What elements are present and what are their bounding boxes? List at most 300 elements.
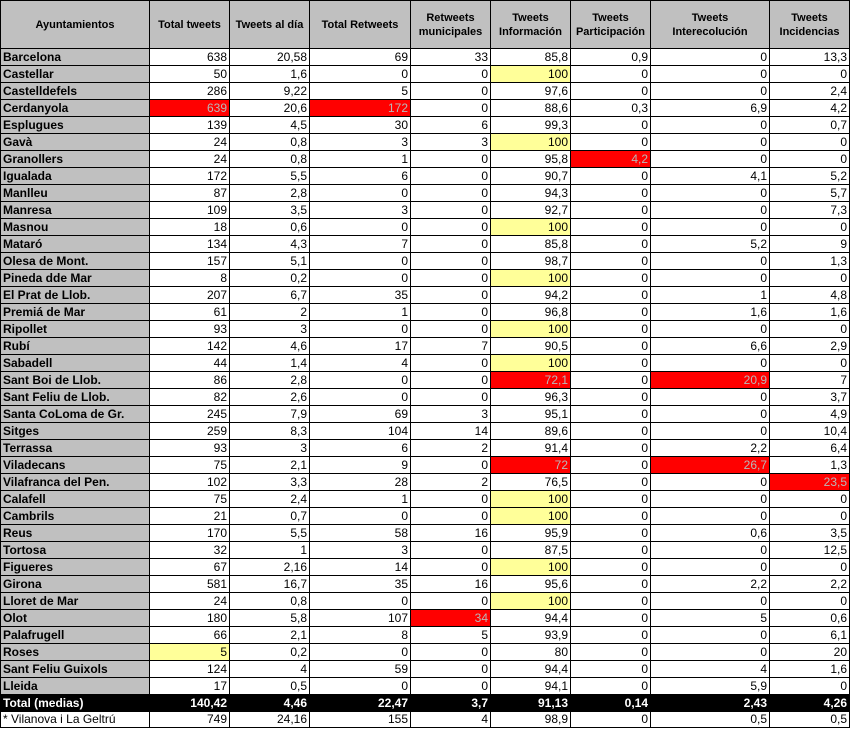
cell-tweets-interecolucion: 4,1 xyxy=(651,168,770,185)
cell-total-tweets: 180 xyxy=(150,610,230,627)
table-row xyxy=(1,610,850,627)
cell-total-tweets: 24 xyxy=(150,593,230,610)
cell-tweets-interecolucion: 0 xyxy=(651,134,770,151)
cell-municipality-name: Reus xyxy=(1,525,150,542)
cell-tweets-al-dia: 2,16 xyxy=(230,559,310,576)
cell-municipality-name: Sant Feliu Guixols xyxy=(1,661,150,678)
cell-total-retweets: 0 xyxy=(310,321,411,338)
cell-total-tweets: 24 xyxy=(150,134,230,151)
cell-tweets-al-dia: 1,4 xyxy=(230,355,310,372)
header-retweets-municipales: Retweets municipales xyxy=(411,1,491,49)
table-row xyxy=(1,134,850,151)
table-row xyxy=(1,474,850,491)
cell-tweets-al-dia: 4 xyxy=(230,661,310,678)
cell-tweets-participacion: 0 xyxy=(571,406,651,423)
cell-retweets-municipales: 3,7 xyxy=(411,695,491,712)
cell-total-retweets: 6 xyxy=(310,168,411,185)
cell-tweets-al-dia: 2,1 xyxy=(230,627,310,644)
cell-tweets-informacion: 97,6 xyxy=(491,83,571,100)
cell-total-tweets: 32 xyxy=(150,542,230,559)
cell-tweets-participacion: 0 xyxy=(571,287,651,304)
header-tweets-participacion: Tweets Participación xyxy=(571,1,651,49)
cell-tweets-al-dia: 1 xyxy=(230,542,310,559)
cell-total-retweets: 0 xyxy=(310,372,411,389)
cell-total-retweets: 1 xyxy=(310,491,411,508)
cell-retweets-municipales: 3 xyxy=(411,134,491,151)
cell-total-tweets: 139 xyxy=(150,117,230,134)
cell-tweets-incidencias: 9 xyxy=(770,236,850,253)
cell-municipality-name: Terrassa xyxy=(1,440,150,457)
cell-tweets-informacion: 94,2 xyxy=(491,287,571,304)
cell-total-retweets: 35 xyxy=(310,576,411,593)
cell-tweets-participacion: 0 xyxy=(571,712,651,728)
table-row xyxy=(1,661,850,678)
cell-tweets-interecolucion: 0 xyxy=(651,559,770,576)
cell-total-tweets: 581 xyxy=(150,576,230,593)
cell-tweets-incidencias: 2,2 xyxy=(770,576,850,593)
cell-retweets-municipales: 0 xyxy=(411,508,491,525)
cell-tweets-informacion: 90,5 xyxy=(491,338,571,355)
cell-retweets-municipales: 0 xyxy=(411,559,491,576)
cell-tweets-participacion: 0 xyxy=(571,270,651,287)
cell-total-retweets: 17 xyxy=(310,338,411,355)
cell-tweets-incidencias: 0 xyxy=(770,678,850,695)
cell-tweets-incidencias: 4,2 xyxy=(770,100,850,117)
cell-total-tweets: 93 xyxy=(150,440,230,457)
cell-retweets-municipales: 6 xyxy=(411,117,491,134)
cell-tweets-informacion: 80 xyxy=(491,644,571,661)
cell-tweets-informacion: 98,9 xyxy=(491,712,571,728)
cell-total-retweets: 69 xyxy=(310,49,411,66)
cell-total-tweets: 102 xyxy=(150,474,230,491)
table-row xyxy=(1,219,850,236)
table-row xyxy=(1,270,850,287)
cell-total-retweets: 30 xyxy=(310,117,411,134)
table-row xyxy=(1,525,850,542)
cell-total-retweets: 3 xyxy=(310,134,411,151)
cell-total-retweets: 0 xyxy=(310,593,411,610)
cell-tweets-interecolucion: 1 xyxy=(651,287,770,304)
cell-municipality-name: Sabadell xyxy=(1,355,150,372)
cell-tweets-incidencias: 0 xyxy=(770,355,850,372)
table-row xyxy=(1,83,850,100)
cell-tweets-participacion: 0 xyxy=(571,185,651,202)
cell-tweets-al-dia: 0,2 xyxy=(230,270,310,287)
cell-tweets-participacion: 0 xyxy=(571,202,651,219)
table-row xyxy=(1,202,850,219)
cell-tweets-interecolucion: 1,6 xyxy=(651,304,770,321)
cell-tweets-participacion: 0,3 xyxy=(571,100,651,117)
cell-retweets-municipales: 3 xyxy=(411,406,491,423)
cell-tweets-incidencias: 6,4 xyxy=(770,440,850,457)
cell-tweets-informacion: 100 xyxy=(491,270,571,287)
cell-total-retweets: 58 xyxy=(310,525,411,542)
cell-total-tweets: 638 xyxy=(150,49,230,66)
cell-tweets-incidencias: 12,5 xyxy=(770,542,850,559)
footnote-row xyxy=(1,712,850,728)
cell-total-retweets: 22,47 xyxy=(310,695,411,712)
cell-tweets-incidencias: 1,3 xyxy=(770,457,850,474)
cell-municipality-name: Santa CoLoma de Gr. xyxy=(1,406,150,423)
cell-total-retweets: 155 xyxy=(310,712,411,728)
cell-tweets-al-dia: 16,7 xyxy=(230,576,310,593)
cell-total-retweets: 0 xyxy=(310,678,411,695)
cell-municipality-name: Masnou xyxy=(1,219,150,236)
cell-retweets-municipales: 0 xyxy=(411,321,491,338)
cell-tweets-interecolucion: 0 xyxy=(651,593,770,610)
cell-municipality-name: Olot xyxy=(1,610,150,627)
cell-tweets-incidencias: 0 xyxy=(770,66,850,83)
cell-tweets-interecolucion: 20,9 xyxy=(651,372,770,389)
cell-municipality-name: Rubí xyxy=(1,338,150,355)
cell-tweets-participacion: 0 xyxy=(571,457,651,474)
cell-municipality-name: Castellar xyxy=(1,66,150,83)
cell-retweets-municipales: 0 xyxy=(411,168,491,185)
cell-tweets-al-dia: 2 xyxy=(230,304,310,321)
cell-total-tweets: 93 xyxy=(150,321,230,338)
cell-tweets-informacion: 100 xyxy=(491,66,571,83)
cell-retweets-municipales: 0 xyxy=(411,457,491,474)
cell-tweets-al-dia: 0,2 xyxy=(230,644,310,661)
cell-tweets-incidencias: 0 xyxy=(770,321,850,338)
cell-total-retweets: 4 xyxy=(310,355,411,372)
cell-tweets-participacion: 0 xyxy=(571,593,651,610)
cell-tweets-interecolucion: 0 xyxy=(651,83,770,100)
cell-retweets-municipales: 0 xyxy=(411,253,491,270)
cell-tweets-participacion: 0 xyxy=(571,542,651,559)
cell-retweets-municipales: 2 xyxy=(411,440,491,457)
table-row xyxy=(1,66,850,83)
cell-tweets-incidencias: 0 xyxy=(770,559,850,576)
cell-tweets-incidencias: 0,6 xyxy=(770,610,850,627)
cell-tweets-participacion: 0 xyxy=(571,372,651,389)
cell-total-tweets: 8 xyxy=(150,270,230,287)
cell-municipality-name: Castelldefels xyxy=(1,83,150,100)
table-row xyxy=(1,100,850,117)
cell-tweets-al-dia: 0,8 xyxy=(230,151,310,168)
cell-tweets-al-dia: 4,6 xyxy=(230,338,310,355)
cell-tweets-incidencias: 7 xyxy=(770,372,850,389)
cell-tweets-al-dia: 0,6 xyxy=(230,219,310,236)
cell-total-tweets: 21 xyxy=(150,508,230,525)
cell-municipality-name: Girona xyxy=(1,576,150,593)
cell-municipality-name: Figueres xyxy=(1,559,150,576)
cell-retweets-municipales: 0 xyxy=(411,219,491,236)
cell-retweets-municipales: 0 xyxy=(411,661,491,678)
table-row xyxy=(1,542,850,559)
cell-tweets-participacion: 0 xyxy=(571,219,651,236)
table-row xyxy=(1,491,850,508)
total-row xyxy=(1,695,850,712)
cell-total-tweets: 109 xyxy=(150,202,230,219)
cell-tweets-al-dia: 2,8 xyxy=(230,372,310,389)
cell-tweets-participacion: 0 xyxy=(571,304,651,321)
cell-retweets-municipales: 0 xyxy=(411,491,491,508)
cell-tweets-incidencias: 0 xyxy=(770,151,850,168)
cell-tweets-al-dia: 3,5 xyxy=(230,202,310,219)
cell-tweets-informacion: 95,6 xyxy=(491,576,571,593)
cell-total-retweets: 6 xyxy=(310,440,411,457)
header-total-tweets: Total tweets xyxy=(150,1,230,49)
table-row xyxy=(1,304,850,321)
cell-total-retweets: 0 xyxy=(310,508,411,525)
cell-retweets-municipales: 4 xyxy=(411,712,491,728)
cell-total-tweets: 124 xyxy=(150,661,230,678)
cell-total-retweets: 0 xyxy=(310,644,411,661)
cell-retweets-municipales: 0 xyxy=(411,151,491,168)
cell-tweets-al-dia: 2,1 xyxy=(230,457,310,474)
cell-retweets-municipales: 16 xyxy=(411,525,491,542)
cell-tweets-incidencias: 2,4 xyxy=(770,83,850,100)
cell-retweets-municipales: 0 xyxy=(411,593,491,610)
table-row xyxy=(1,576,850,593)
cell-total-tweets: 134 xyxy=(150,236,230,253)
table-row xyxy=(1,117,850,134)
table-row xyxy=(1,678,850,695)
cell-tweets-participacion: 0 xyxy=(571,627,651,644)
header-total-retweets: Total Retweets xyxy=(310,1,411,49)
cell-tweets-informacion: 91,4 xyxy=(491,440,571,457)
cell-total-retweets: 0 xyxy=(310,185,411,202)
cell-total-retweets: 0 xyxy=(310,66,411,83)
cell-tweets-incidencias: 0 xyxy=(770,134,850,151)
cell-tweets-interecolucion: 2,43 xyxy=(651,695,770,712)
cell-municipality-name: Sitges xyxy=(1,423,150,440)
cell-municipality-name: El Prat de Llob. xyxy=(1,287,150,304)
cell-total-retweets: 104 xyxy=(310,423,411,440)
table-row xyxy=(1,287,850,304)
cell-tweets-incidencias: 20 xyxy=(770,644,850,661)
cell-municipality-name: Granollers xyxy=(1,151,150,168)
cell-tweets-al-dia: 2,6 xyxy=(230,389,310,406)
cell-total-tweets: 245 xyxy=(150,406,230,423)
cell-total-retweets: 0 xyxy=(310,389,411,406)
cell-total-retweets: 28 xyxy=(310,474,411,491)
table-row xyxy=(1,508,850,525)
cell-total-tweets: 44 xyxy=(150,355,230,372)
cell-tweets-al-dia: 8,3 xyxy=(230,423,310,440)
cell-retweets-municipales: 0 xyxy=(411,100,491,117)
cell-municipality-name: Cerdanyola xyxy=(1,100,150,117)
cell-municipality-name: Sant Boi de Llob. xyxy=(1,372,150,389)
cell-tweets-informacion: 100 xyxy=(491,593,571,610)
table-row xyxy=(1,321,850,338)
cell-total-tweets: 61 xyxy=(150,304,230,321)
cell-tweets-al-dia: 3 xyxy=(230,440,310,457)
cell-tweets-informacion: 91,13 xyxy=(491,695,571,712)
cell-tweets-informacion: 94,1 xyxy=(491,678,571,695)
cell-total-tweets: 75 xyxy=(150,457,230,474)
cell-tweets-interecolucion: 0 xyxy=(651,202,770,219)
cell-tweets-incidencias: 6,1 xyxy=(770,627,850,644)
cell-total-retweets: 7 xyxy=(310,236,411,253)
cell-tweets-participacion: 0 xyxy=(571,576,651,593)
cell-tweets-incidencias: 1,6 xyxy=(770,661,850,678)
cell-tweets-informacion: 87,5 xyxy=(491,542,571,559)
cell-retweets-municipales: 0 xyxy=(411,304,491,321)
cell-tweets-informacion: 100 xyxy=(491,219,571,236)
cell-total-tweets: 66 xyxy=(150,627,230,644)
table-row xyxy=(1,423,850,440)
cell-tweets-participacion: 0 xyxy=(571,134,651,151)
cell-retweets-municipales: 0 xyxy=(411,83,491,100)
cell-municipality-name: Tortosa xyxy=(1,542,150,559)
cell-municipality-name: Gavà xyxy=(1,134,150,151)
table-body xyxy=(1,49,850,728)
table-row xyxy=(1,355,850,372)
cell-tweets-interecolucion: 6,6 xyxy=(651,338,770,355)
cell-retweets-municipales: 0 xyxy=(411,644,491,661)
cell-retweets-municipales: 33 xyxy=(411,49,491,66)
cell-tweets-incidencias: 2,9 xyxy=(770,338,850,355)
table-row xyxy=(1,440,850,457)
table-row xyxy=(1,389,850,406)
cell-tweets-interecolucion: 0 xyxy=(651,491,770,508)
table-row xyxy=(1,627,850,644)
cell-tweets-interecolucion: 2,2 xyxy=(651,440,770,457)
header-row xyxy=(1,1,850,49)
cell-total-retweets: 9 xyxy=(310,457,411,474)
cell-municipality-name: Palafrugell xyxy=(1,627,150,644)
cell-tweets-al-dia: 20,6 xyxy=(230,100,310,117)
cell-municipality-name: Esplugues xyxy=(1,117,150,134)
cell-tweets-informacion: 96,3 xyxy=(491,389,571,406)
cell-municipality-name: Manresa xyxy=(1,202,150,219)
cell-tweets-incidencias: 3,5 xyxy=(770,525,850,542)
table-row xyxy=(1,185,850,202)
cell-tweets-participacion: 0 xyxy=(571,474,651,491)
cell-tweets-al-dia: 7,9 xyxy=(230,406,310,423)
cell-tweets-participacion: 0 xyxy=(571,610,651,627)
cell-tweets-participacion: 0 xyxy=(571,338,651,355)
cell-municipality-name: Lloret de Mar xyxy=(1,593,150,610)
cell-tweets-al-dia: 2,8 xyxy=(230,185,310,202)
cell-tweets-participacion: 0,9 xyxy=(571,49,651,66)
cell-tweets-informacion: 85,8 xyxy=(491,49,571,66)
cell-municipality-name: Viladecans xyxy=(1,457,150,474)
cell-tweets-incidencias: 4,26 xyxy=(770,695,850,712)
cell-municipality-name: Calafell xyxy=(1,491,150,508)
cell-tweets-incidencias: 1,3 xyxy=(770,253,850,270)
cell-tweets-al-dia: 1,6 xyxy=(230,66,310,83)
cell-tweets-al-dia: 9,22 xyxy=(230,83,310,100)
cell-tweets-al-dia: 0,7 xyxy=(230,508,310,525)
cell-retweets-municipales: 5 xyxy=(411,627,491,644)
cell-retweets-municipales: 7 xyxy=(411,338,491,355)
cell-total-retweets: 1 xyxy=(310,151,411,168)
cell-total-tweets: 142 xyxy=(150,338,230,355)
cell-municipality-name: Lleida xyxy=(1,678,150,695)
cell-municipality-name: Mataró xyxy=(1,236,150,253)
cell-tweets-interecolucion: 0,5 xyxy=(651,712,770,728)
table-row xyxy=(1,457,850,474)
cell-tweets-interecolucion: 0 xyxy=(651,117,770,134)
cell-tweets-participacion: 0 xyxy=(571,491,651,508)
cell-tweets-incidencias: 10,4 xyxy=(770,423,850,440)
cell-tweets-incidencias: 4,9 xyxy=(770,406,850,423)
cell-tweets-interecolucion: 0 xyxy=(651,508,770,525)
cell-tweets-interecolucion: 0 xyxy=(651,321,770,338)
cell-tweets-incidencias: 7,3 xyxy=(770,202,850,219)
cell-tweets-al-dia: 5,5 xyxy=(230,525,310,542)
cell-tweets-incidencias: 0,7 xyxy=(770,117,850,134)
cell-tweets-interecolucion: 0 xyxy=(651,66,770,83)
cell-tweets-al-dia: 0,5 xyxy=(230,678,310,695)
table-row xyxy=(1,253,850,270)
cell-total-tweets: 67 xyxy=(150,559,230,576)
cell-tweets-informacion: 72,1 xyxy=(491,372,571,389)
cell-tweets-interecolucion: 0 xyxy=(651,185,770,202)
table-row xyxy=(1,406,850,423)
cell-tweets-participacion: 0 xyxy=(571,355,651,372)
cell-tweets-informacion: 95,9 xyxy=(491,525,571,542)
table-row xyxy=(1,372,850,389)
cell-tweets-informacion: 99,3 xyxy=(491,117,571,134)
cell-tweets-informacion: 96,8 xyxy=(491,304,571,321)
cell-retweets-municipales: 34 xyxy=(411,610,491,627)
cell-total-retweets: 172 xyxy=(310,100,411,117)
cell-total-retweets: 69 xyxy=(310,406,411,423)
cell-municipality-name: Total (medias) xyxy=(1,695,150,712)
cell-tweets-informacion: 90,7 xyxy=(491,168,571,185)
cell-tweets-participacion: 0 xyxy=(571,253,651,270)
cell-tweets-interecolucion: 0 xyxy=(651,644,770,661)
table-row xyxy=(1,151,850,168)
cell-total-retweets: 59 xyxy=(310,661,411,678)
cell-retweets-municipales: 0 xyxy=(411,287,491,304)
cell-retweets-municipales: 2 xyxy=(411,474,491,491)
cell-tweets-informacion: 100 xyxy=(491,321,571,338)
table-row xyxy=(1,593,850,610)
cell-tweets-participacion: 0 xyxy=(571,508,651,525)
cell-municipality-name: Pineda dde Mar xyxy=(1,270,150,287)
cell-retweets-municipales: 14 xyxy=(411,423,491,440)
cell-tweets-al-dia: 5,1 xyxy=(230,253,310,270)
cell-retweets-municipales: 0 xyxy=(411,185,491,202)
cell-tweets-al-dia: 0,8 xyxy=(230,134,310,151)
cell-municipality-name: Ripollet xyxy=(1,321,150,338)
cell-tweets-informacion: 100 xyxy=(491,491,571,508)
cell-retweets-municipales: 0 xyxy=(411,542,491,559)
cell-tweets-interecolucion: 2,2 xyxy=(651,576,770,593)
cell-total-tweets: 207 xyxy=(150,287,230,304)
cell-tweets-participacion: 0 xyxy=(571,83,651,100)
cell-retweets-municipales: 0 xyxy=(411,202,491,219)
cell-tweets-interecolucion: 0 xyxy=(651,423,770,440)
cell-tweets-informacion: 72 xyxy=(491,457,571,474)
cell-municipality-name: Manlleu xyxy=(1,185,150,202)
cell-tweets-incidencias: 5,7 xyxy=(770,185,850,202)
cell-municipality-name: Barcelona xyxy=(1,49,150,66)
cell-tweets-interecolucion: 0 xyxy=(651,270,770,287)
cell-retweets-municipales: 0 xyxy=(411,389,491,406)
cell-tweets-informacion: 88,6 xyxy=(491,100,571,117)
cell-total-tweets: 259 xyxy=(150,423,230,440)
cell-tweets-al-dia: 24,16 xyxy=(230,712,310,728)
cell-tweets-interecolucion: 26,7 xyxy=(651,457,770,474)
cell-tweets-al-dia: 6,7 xyxy=(230,287,310,304)
cell-tweets-informacion: 95,8 xyxy=(491,151,571,168)
table-row xyxy=(1,338,850,355)
cell-tweets-participacion: 0,14 xyxy=(571,695,651,712)
cell-tweets-incidencias: 0 xyxy=(770,219,850,236)
cell-total-tweets: 5 xyxy=(150,644,230,661)
cell-total-tweets: 157 xyxy=(150,253,230,270)
cell-tweets-informacion: 89,6 xyxy=(491,423,571,440)
table-row xyxy=(1,644,850,661)
cell-tweets-al-dia: 3 xyxy=(230,321,310,338)
cell-tweets-interecolucion: 4 xyxy=(651,661,770,678)
